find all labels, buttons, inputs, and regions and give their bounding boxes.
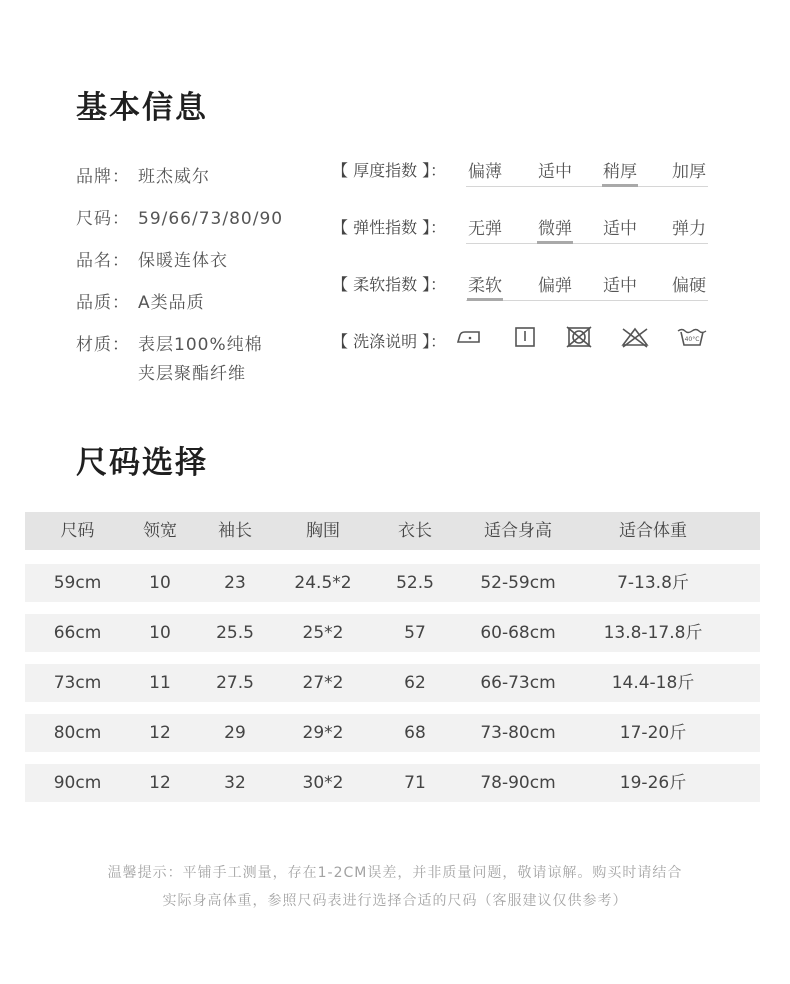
cell-size: 90cm — [53, 773, 102, 793]
softness-index — [332, 272, 712, 308]
tip-line-2: 实际身高体重，参照尺码表进行选择合适的尺码（客服建议仅供参考） — [162, 893, 628, 909]
index-baseline — [466, 243, 708, 244]
iron-low-heat-icon — [455, 326, 483, 348]
cell-collar-width: 10 — [149, 623, 171, 643]
cell-weight: 13.8-17.8斤 — [603, 623, 703, 643]
index-label: 【 厚度指数 】： — [332, 161, 447, 180]
info-value: 保暖连体衣 — [138, 251, 228, 271]
index-option: 弹力 — [672, 219, 706, 239]
info-value: 班杰威尔 — [138, 167, 210, 187]
header-size: 尺码 — [60, 521, 95, 541]
cell-sleeve-length: 23 — [224, 573, 246, 593]
index-option: 偏薄 — [468, 162, 502, 182]
wash-temp-label: 40°C — [684, 336, 700, 343]
info-label: 尺码： — [76, 209, 130, 229]
cell-collar-width: 12 — [149, 723, 171, 743]
cell-sleeve-length: 27.5 — [216, 673, 254, 693]
cell-collar-width: 11 — [149, 673, 171, 693]
basic-info-title: 基本信息 — [76, 90, 208, 126]
info-value: 表层100%纯棉 — [138, 335, 263, 355]
index-option: 加厚 — [672, 162, 706, 182]
wash-40c-icon — [677, 326, 707, 348]
cell-sleeve-length: 29 — [224, 723, 246, 743]
header-collar-width: 领宽 — [143, 521, 177, 541]
header-sleeve-length: 袖长 — [218, 521, 252, 541]
table-row — [25, 714, 760, 752]
info-label: 品质： — [76, 293, 130, 313]
table-row — [25, 764, 760, 802]
do-not-tumble-dry-icon — [566, 326, 592, 348]
cell-sleeve-length: 32 — [224, 773, 246, 793]
table-row — [25, 614, 760, 652]
index-label: 【 弹性指数 】： — [332, 218, 447, 237]
tip-line-1: 温馨提示：平铺手工测量，存在1-2CM误差，并非质量问题，敬请谅解。购买时请结合 — [107, 865, 683, 881]
index-selected-marker — [602, 184, 638, 187]
cell-length: 71 — [404, 773, 426, 793]
cell-height: 66-73cm — [480, 673, 556, 693]
cell-weight: 19-26斤 — [619, 773, 687, 793]
table-row — [25, 564, 760, 602]
cell-length: 68 — [404, 723, 426, 743]
index-selected-marker — [537, 241, 573, 244]
info-value: 59/66/73/80/90 — [138, 209, 284, 229]
cell-chest: 29*2 — [302, 723, 344, 743]
table-row — [25, 664, 760, 702]
do-not-bleach-icon — [620, 326, 650, 348]
cell-weight: 17-20斤 — [619, 723, 687, 743]
elasticity-index — [332, 215, 712, 251]
index-option-selected: 微弹 — [538, 219, 572, 239]
index-option-selected: 稍厚 — [603, 162, 637, 182]
info-label: 品牌： — [76, 167, 130, 187]
drip-dry-icon — [514, 326, 536, 348]
header-length: 衣长 — [398, 521, 432, 541]
cell-size: 66cm — [53, 623, 102, 643]
index-option: 无弹 — [468, 219, 502, 239]
thickness-index — [332, 158, 712, 194]
header-weight: 适合体重 — [619, 521, 687, 541]
index-option: 偏弹 — [538, 276, 572, 296]
info-value: A类品质 — [138, 293, 205, 313]
cell-chest: 25*2 — [302, 623, 344, 643]
index-selected-marker — [467, 298, 503, 301]
info-row-product-name — [76, 246, 228, 271]
index-option: 适中 — [603, 219, 637, 239]
index-option-selected: 柔软 — [468, 276, 502, 296]
index-label: 【 柔软指数 】： — [332, 275, 447, 294]
cell-collar-width: 12 — [149, 773, 171, 793]
info-label: 材质： — [76, 335, 130, 355]
header-height: 适合身高 — [484, 521, 552, 541]
cell-length: 62 — [404, 673, 426, 693]
material-continued: 夹层聚酯纤维 — [138, 364, 246, 384]
cell-length: 57 — [404, 623, 426, 643]
cell-weight: 14.4-18斤 — [611, 673, 695, 693]
info-row-brand — [76, 162, 210, 187]
info-row-material — [76, 330, 263, 355]
cell-size: 73cm — [53, 673, 102, 693]
index-baseline — [466, 186, 708, 187]
cell-chest: 30*2 — [302, 773, 344, 793]
cell-chest: 27*2 — [302, 673, 344, 693]
info-row-quality — [76, 288, 205, 313]
cell-height: 52-59cm — [480, 573, 556, 593]
info-row-size — [76, 204, 283, 229]
index-option: 适中 — [538, 162, 572, 182]
header-chest: 胸围 — [306, 521, 340, 541]
washing-label: 【 洗涤说明 】： — [332, 332, 447, 351]
size-selection-title: 尺码选择 — [76, 445, 208, 481]
cell-height: 60-68cm — [480, 623, 556, 643]
cell-size: 80cm — [53, 723, 102, 743]
cell-collar-width: 10 — [149, 573, 171, 593]
cell-height: 78-90cm — [480, 773, 556, 793]
cell-height: 73-80cm — [480, 723, 556, 743]
index-option: 适中 — [603, 276, 637, 296]
cell-sleeve-length: 25.5 — [216, 623, 254, 643]
cell-chest: 24.5*2 — [294, 573, 352, 593]
info-label: 品名： — [76, 251, 130, 271]
index-option: 偏硬 — [672, 276, 706, 296]
cell-size: 59cm — [53, 573, 102, 593]
size-table-header — [25, 512, 760, 550]
cell-length: 52.5 — [396, 573, 434, 593]
cell-weight: 7-13.8斤 — [617, 573, 689, 593]
